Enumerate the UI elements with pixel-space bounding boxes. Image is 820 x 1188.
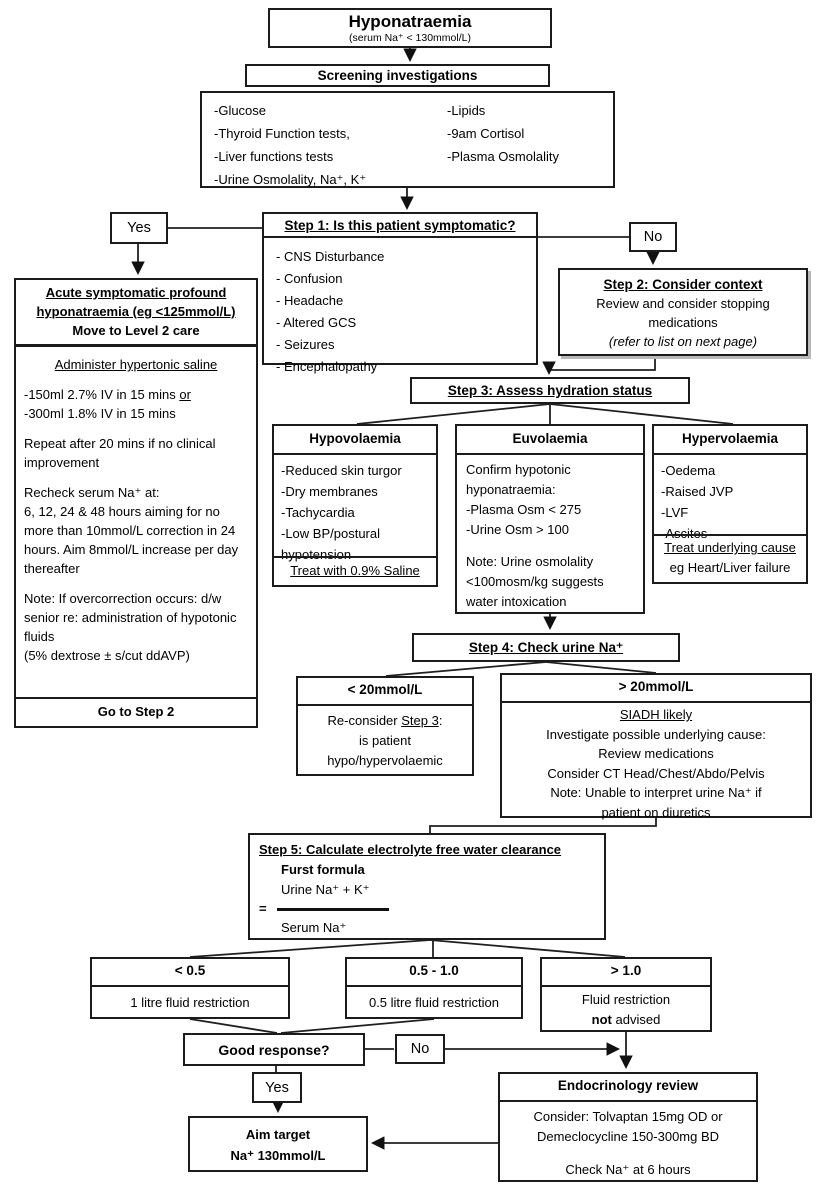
step5-formula-name: Furst formula [281, 862, 365, 877]
euvolaemia-line3: -Plasma Osm < 275 [466, 502, 582, 517]
hypervolaemia-footer-line1: Treat underlying cause [664, 540, 796, 555]
screening-col2 [447, 99, 559, 168]
acute-dose2: -300ml 1.8% IV in 15 mins [24, 406, 176, 421]
no-response-label: No [410, 1041, 430, 1057]
branch-step4-gt20 [546, 662, 656, 673]
gt10-body [542, 987, 710, 1030]
acute-recheck1: Recheck serum Na⁺ at: [24, 485, 160, 500]
euvolaemia-line4: -Urine Osm > 100 [466, 522, 569, 537]
lt05-body: 1 litre fluid restriction [130, 995, 250, 1010]
no-response-box [395, 1034, 445, 1064]
hypovolaemia-footer-label: Treat with 0.9% Saline [290, 563, 420, 578]
hypervolaemia-header: Hypervolaemia [654, 426, 806, 455]
branch-step3-hypo [357, 404, 550, 424]
endocrinology-header: Endocrinology review [500, 1074, 756, 1102]
list-item: -Plasma Osmolality [447, 149, 559, 164]
step5-equals: = [259, 901, 267, 916]
lt05-box [90, 957, 290, 1019]
acute-header-line2: hyponatraemia (eg <125mmol/L) [36, 304, 236, 319]
aim-target-line1: Aim target [245, 1127, 311, 1142]
euvolaemia-body [457, 455, 643, 612]
gt10-advised: advised [611, 1012, 661, 1027]
acute-repeat: Repeat after 20 mins if no clinical improvement [24, 436, 216, 470]
gt20-siadh: SIADH likely [619, 707, 693, 722]
lt20-line2: is patient [358, 733, 412, 748]
step2-header: Step 2: Consider context [603, 277, 763, 292]
gt20-line6: patient on diuretics [601, 804, 711, 820]
step2-box [558, 268, 808, 356]
list-item: - Confusion [276, 271, 343, 286]
connector-step2-step3 [549, 356, 655, 373]
euvolaemia-header: Euvolaemia [457, 426, 643, 455]
step5-header: Step 5: Calculate electrolyte free water clearance [259, 842, 562, 857]
mid-box [345, 957, 523, 1019]
yes-response-box [252, 1072, 302, 1103]
hypervolaemia-box [652, 424, 808, 584]
lt20-body [298, 706, 472, 771]
list-item: -Oedema [661, 463, 716, 478]
gt20-line5: Note: Unable to interpret urine Na⁺ if [550, 785, 762, 800]
step5-box [248, 833, 606, 940]
gt10-header: > 1.0 [542, 959, 710, 987]
acute-body [16, 347, 256, 665]
gt20-header: > 20mmol/L [502, 675, 810, 703]
euvolaemia-box [455, 424, 645, 614]
endo-line2: Demeclocycline 150-300mg BD [536, 1129, 720, 1144]
list-item: -Lipids [447, 103, 486, 118]
list-item: - Encephalopathy [276, 359, 378, 374]
step1-header: Step 1: Is this patient symptomatic? [264, 214, 536, 238]
mid-header: 0.5 - 1.0 [347, 959, 521, 987]
step3-header: Step 3: Assess hydration status [447, 383, 653, 398]
list-item: -9am Cortisol [447, 126, 525, 141]
step2-content [560, 270, 806, 351]
step2-line3: (refer to list on next page) [608, 334, 758, 349]
step5-denominator: Serum Na⁺ [281, 920, 347, 935]
no-branch-box [629, 222, 677, 252]
gt20-line2: Investigate possible underlying cause: [546, 726, 766, 742]
screening-list-box [200, 91, 615, 188]
step1-symptom-list [264, 238, 536, 378]
mid-body: 0.5 litre fluid restriction [368, 995, 500, 1010]
acute-recheck2: 6, 12, 24 & 48 hours aiming for no more than 10mmol/L correction in 24 hours. Aim 8mmol/L increase per day thereafter [24, 504, 239, 576]
lt20-step3-ref: Step 3 [401, 713, 439, 728]
yes-label: Yes [127, 220, 151, 236]
acute-note1: Note: If overcorrection occurs: d/w senior re: administration of hypotonic fluids [24, 591, 237, 644]
gt10-line2 [542, 1010, 710, 1030]
branch-step3-hyper [550, 404, 733, 424]
endocrinology-body [500, 1102, 756, 1180]
hypovolaemia-list [274, 455, 436, 565]
hypovolaemia-box [272, 424, 438, 587]
fraction-bar [277, 908, 389, 911]
list-item: - Altered GCS [276, 315, 357, 330]
list-item: -Urine Osmolality, Na⁺, K⁺ [214, 172, 367, 187]
screening-header-box [245, 64, 550, 87]
gt10-not: not [591, 1012, 612, 1027]
step5-equals-row [259, 900, 604, 918]
yes-response-label: Yes [265, 1080, 289, 1096]
acute-header-line3: Move to Level 2 care [72, 323, 200, 338]
lt05-header: < 0.5 [92, 959, 288, 987]
euvolaemia-line2: hyponatraemia: [466, 482, 556, 497]
list-item: -Thyroid Function tests, [214, 126, 350, 141]
step2-line1: Review and consider stopping [596, 296, 770, 311]
acute-dose1 [24, 385, 248, 404]
step4-header: Step 4: Check urine Na⁺ [468, 640, 624, 655]
list-item: -Glucose [214, 103, 267, 118]
list-item: - CNS Disturbance [276, 249, 385, 264]
step3-box [410, 377, 690, 404]
step2-line2: medications [648, 315, 718, 330]
list-item: -Raised JVP [661, 484, 734, 499]
screening-header-label: Screening investigations [317, 68, 478, 83]
gt10-box [540, 957, 712, 1032]
yes-branch-box [110, 212, 168, 244]
hypovolaemia-header: Hypovolaemia [274, 426, 436, 455]
screening-columns [202, 93, 613, 191]
gt20-body [502, 703, 810, 822]
connector-mid-good [281, 1019, 434, 1033]
lt20-line1 [298, 711, 472, 731]
hypovolaemia-footer [274, 556, 436, 585]
endo-line3: Check Na⁺ at 6 hours [565, 1162, 691, 1177]
lt20-line3: hypo/hypervolaemic [327, 753, 443, 768]
aim-target-line2: Na⁺ 130mmol/L [230, 1148, 326, 1163]
acute-box [14, 278, 258, 728]
lt20-line1-text: Re-consider [327, 713, 402, 728]
endo-line1: Consider: Tolvaptan 15mg OD or [533, 1109, 723, 1124]
list-item: -LVF [661, 505, 689, 520]
lt20-header: < 20mmol/L [298, 678, 472, 706]
step1-box [262, 212, 538, 374]
acute-note2: (5% dextrose ± s/cut ddAVP) [24, 648, 190, 663]
list-item: -Dry membranes [281, 484, 378, 499]
gt20-line4: Consider CT Head/Chest/Abdo/Pelvis [547, 765, 765, 781]
lt20-box [296, 676, 474, 776]
hypervolaemia-footer-line2: eg Heart/Liver failure [669, 560, 791, 575]
title-box [268, 8, 552, 48]
acute-header [16, 280, 256, 347]
connector-lt05-good [190, 1019, 277, 1033]
endocrinology-box [498, 1072, 758, 1182]
list-item: -Ascites [661, 526, 708, 541]
step5-content [250, 835, 604, 938]
no-label: No [643, 229, 663, 245]
page-title: Hyponatraemia [348, 12, 472, 31]
euvolaemia-note: Note: Urine osmolality <100mosm/kg suggests water intoxication [466, 554, 604, 609]
gt20-line3: Review medications [598, 746, 714, 761]
good-response-label: Good response? [218, 1042, 330, 1058]
gt20-box [500, 673, 812, 818]
list-item: - Seizures [276, 337, 335, 352]
list-item: -Reduced skin turgor [281, 463, 402, 478]
list-item: -Tachycardia [281, 505, 355, 520]
acute-dose1-text: -150ml 2.7% IV in 15 mins [24, 387, 180, 402]
euvolaemia-line1: Confirm hypotonic [466, 462, 571, 477]
branch-step5-lt05 [190, 940, 430, 957]
aim-target-box [188, 1116, 368, 1172]
list-item: -Low BP/postural hypotension [281, 526, 380, 562]
hypervolaemia-footer [654, 534, 806, 582]
step4-box [412, 633, 680, 662]
good-response-box [183, 1033, 365, 1066]
list-item: - Headache [276, 293, 344, 308]
title-subtitle: (serum Na⁺ < 130mmol/L) [349, 32, 471, 44]
step5-numerator: Urine Na⁺ + K⁺ [281, 882, 370, 897]
acute-administer-line: Administer hypertonic saline [54, 357, 218, 372]
list-item: -Liver functions tests [214, 149, 334, 164]
acute-dose1-or: or [179, 387, 191, 402]
hypervolaemia-list [654, 455, 806, 544]
gt10-line1: Fluid restriction [581, 992, 671, 1007]
lt20-line1-colon: : [438, 713, 443, 728]
acute-header-line1: Acute symptomatic profound [45, 285, 227, 300]
branch-step5-gt10 [430, 940, 625, 957]
acute-footer: Go to Step 2 [16, 697, 256, 726]
